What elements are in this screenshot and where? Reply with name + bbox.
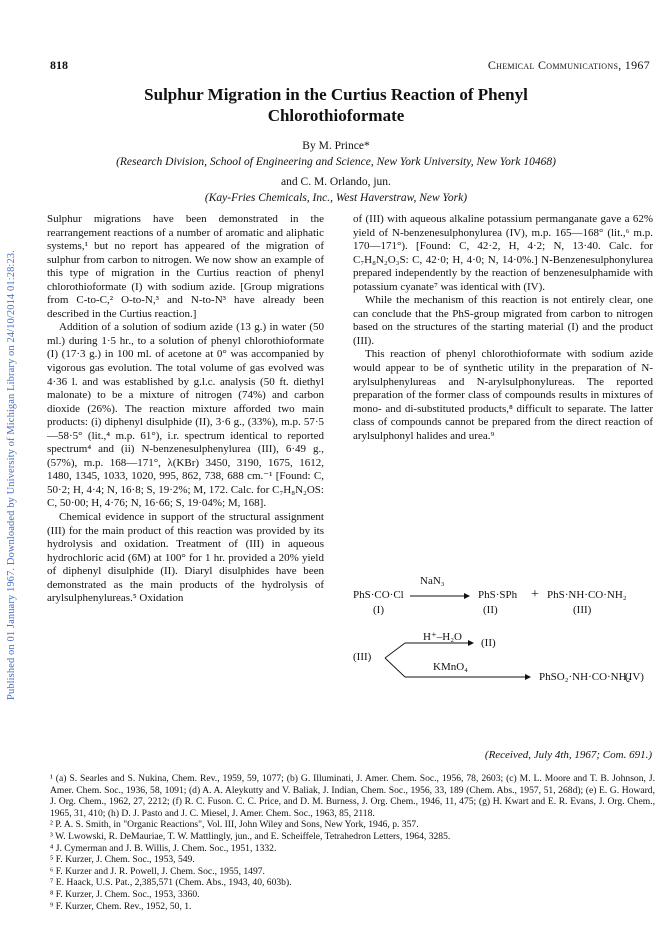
download-watermark (4, 140, 20, 700)
compound-label: (III) (573, 604, 592, 616)
reaction-arrow (410, 589, 470, 603)
paragraph: While the mechanism of this reaction is not entirely clear, one can conclude that the PhS-group migrated from carbon to nitrogen based on the structures of the starting material (I) and the product (III). (353, 294, 653, 347)
compound-label: (III) (353, 651, 372, 663)
product-formula: PhS·SPh (478, 589, 518, 601)
reaction-scheme (353, 575, 653, 725)
received-note: (Received, July 4th, 1967; Com. 691.) (484, 749, 652, 761)
download-watermark-text: Published on 01 January 1967. Downloaded by University of Michigan Library on 24/10/2014 01:28:23. (6, 250, 17, 700)
paragraph: Addition of a solution of sodium azide (13 g.) in water (50 ml.) during 1·5 hr., to a solution of phenyl chlorothioformate (I) (17·3 g.) in 100 ml. of acetone at 0° was accompanied by vigorous gas evolution. The total volume of gas evolved was 4·36 l. and was established by g.l.c. analysis (50 ft. diethyl malonate) to be a mixture of nitrogen (74%) and carbon dioxide (26%). The reaction mixture afforded two main products: (i) diphenyl disulphide (II), 3·6 g., (33%), m.p. 57·5—58·5° (lit.,⁴ m.p. 61°), i.r. spectrum identical to reported spectrum⁴ and (ii) N-benzenesulphenylurea (III), 6·49 g., (57%), m.p. 168—171°, λ(KBr) 3450, 3190, 1675, 1612, 1480, 1345, 1033, 1020, 995, 862, 738, 688 cm.⁻¹ [Found: C, 50·2; H, 4·4; N, 16·8; S, 19·2%; M, 172. Calc. for C₇H₈N₂OS: C, 50·00; H, 4·76; N, 16·66; S, 19·04%; M, 168]. (47, 321, 324, 510)
reference-item: ² P. A. S. Smith, in "Organic Reactions", Vol. III, John Wiley and Sons, New York, 1946, p. 357. (50, 819, 419, 831)
reference-item: ⁹ F. Kurzer, Chem. Rev., 1952, 50, 1. (50, 900, 192, 912)
journal-name: Chemical Communications, 1967 (487, 58, 650, 72)
author-2: and C. M. Orlando, jun. (281, 176, 391, 188)
product-formula: PhS·NH·CO·NH₂ (547, 589, 627, 601)
reference-item: ⁸ F. Kurzer, J. Chem. Soc., 1953, 3360. (50, 888, 200, 900)
page-number: 818 (50, 58, 68, 72)
reactant-formula: PhS·CO·Cl (353, 589, 404, 601)
product-formula: PhSO₂·NH·CO·NH₂ (539, 671, 631, 683)
reference-item: ⁴ J. Cymerman and J. B. Willis, J. Chem. Soc., 1951, 1332. (50, 842, 277, 854)
compound-label: (IV) (625, 671, 644, 683)
right-column (353, 213, 653, 443)
reagent-label: NaN₃ (420, 575, 445, 587)
paragraph: This reaction of phenyl chlorothioformate with sodium azide would appear to be of synthetic utility in the preparation of N-arylsulphenylureas and N-arylsulphonylureas. The reported preparation of the former class of compounds results in mixtures of mono- and di-substituted products,⁸ difficult to separate. The latter class of compounds cannot be prepared from the direct reaction of arylsulphonyl halides and urea.⁹ (353, 348, 653, 442)
reagent-label: KMnO₄ (433, 661, 469, 673)
compound-label: (I) (373, 604, 384, 616)
reference-item: ³ W. Lwowski, R. DeMauriae, T. W. Mattlingly, jun., and E. Scheiffele, Tetrahedron Letters, 1964, 3285. (50, 830, 451, 842)
title-line-2: Chlorothioformate (267, 106, 405, 125)
reagent-label: H⁺–H₂O (423, 631, 462, 643)
author-1: By M. Prince* (302, 140, 370, 152)
affiliation-2: (Kay-Fries Chemicals, Inc., West Haverstraw, New York) (204, 192, 468, 204)
compound-label: (II) (483, 604, 498, 616)
reference-item: ⁷ E. Haack, U.S. Pat., 2,385,571 (Chem. Abs., 1943, 40, 603b). (50, 877, 292, 889)
author-block (0, 138, 672, 206)
reference-item: ¹ (a) S. Searles and S. Nukina, Chem. Rev., 1959, 59, 1077; (b) G. Illuminati, J. Amer. Chem. Soc., 1956, 78, 2603; (c) M. L. Moore and T. B. Johnson, J. Amer. Chem. Soc., 1936, 58, 1091; (d) A. A. Aleykutty and V. Baliak, J. Indian, Chem. Soc., 1956, 33, 189 (Chem. Abs., 1957, 51, 268d); (e) E. G. Howard, J. Org. Chem., 1962, 27, 2212; (f) R. C. Fuson. C. C. Price, and D. M. Burness, J. Org. Chem., 1946, 11, 475; (g) H. Kwart and E. R. Evans, J. Org. Chem., 1965, 31, 410; (h) D. J. Pasto and J. C. Miesel, J. Amer. Chem. Soc., 1963, 85, 2118. (50, 773, 655, 819)
paragraph: Chemical evidence in support of the structural assignment (III) for the main product of this reaction was provided by its hydrolysis and oxidation. Treatment of (III) in aqueous hydrochloric acid (6M) at 100° for 1 hr. provided a 20% yield of diphenyl disulphide (II). Diaryl disulphides have been demonstrated as the main products of the hydrolysis of arylsulphenylureas.⁵ Oxidation (47, 511, 324, 605)
plus-sign: + (531, 587, 539, 602)
reference-item: ⁵ F. Kurzer, J. Chem. Soc., 1953, 549. (50, 854, 195, 866)
product-label: (II) (481, 637, 496, 649)
affiliation-1: (Research Division, School of Engineering and Science, New York University, New York 10468) (116, 156, 556, 168)
article-title (0, 84, 672, 126)
left-column (47, 213, 324, 606)
paragraph: of (III) with aqueous alkaline potassium permanganate gave a 62% yield of N-benzenesulphonylurea (IV), m.p. 165—168° (lit.,⁶ m.p. 170—171°). [Found: C, 42·2, H, 4·2; N, 13·40. Calc. for C₇H₈N₂O₃S: C, 42·0; H, 4·0; N, 14·0%.] N-Benzenesulphonylurea prepared independently by the reaction of benzenesulphamide with potassium cyanate⁷ was identical with (IV). (353, 213, 653, 293)
paragraph: Sulphur migrations have been demonstrated in the rearrangement reactions of a number of aromatic and aliphatic systems,¹ but no report has appeared of the migration of sulphur from carbon to nitrogen. We now show an example of this type of migration in the Curtius reaction of phenyl chlorothioformate (I) with sodium azide. [Group migrations from C-to-C,² O-to-N,³ and N-to-N³ have already been described in the Curtius reaction.] (47, 213, 324, 320)
references (50, 773, 655, 912)
reference-item: ⁶ F. Kurzer and J. R. Powell, J. Chem. Soc., 1955, 1497. (50, 865, 265, 877)
reaction-arrow (405, 670, 535, 684)
title-line-1: Sulphur Migration in the Curtius Reaction of Phenyl (144, 85, 528, 104)
